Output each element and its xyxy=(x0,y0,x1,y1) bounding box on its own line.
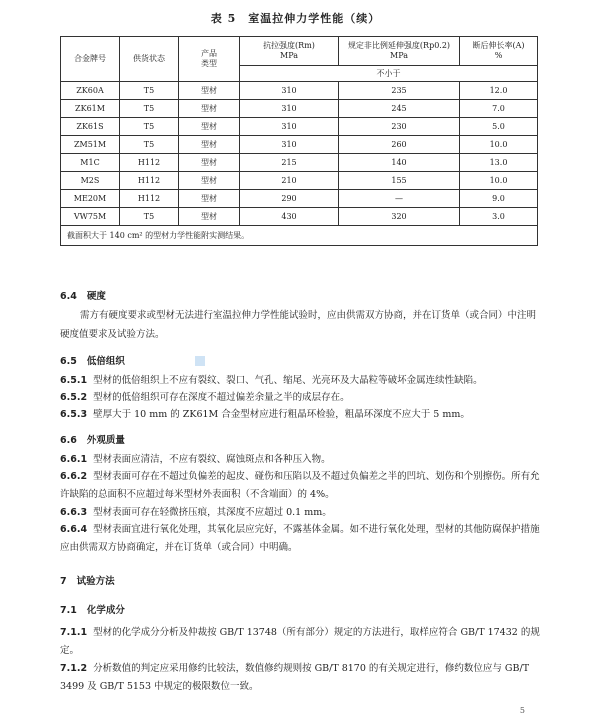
table-cell-rp: 140 xyxy=(339,154,460,172)
table-cell-rm: 310 xyxy=(240,82,339,100)
table-cell-state: T5 xyxy=(120,100,179,118)
table-cell-rp: 260 xyxy=(339,136,460,154)
section-6-4-paragraph: 需方有硬度要求或型材无法进行室温拉伸力学性能试验时，应由供需双方协商，并在订货单（或合同）中注明硬度值要求及试验方法。 xyxy=(60,310,537,340)
table-cell-rm: 310 xyxy=(240,118,339,136)
table-cell-alloy: VW75M xyxy=(61,208,120,226)
clause-6-5-2: 6.5.2 型材的低倍组织可存在深度不超过偏差余量之半的成层存在。 xyxy=(60,392,350,403)
table-cell-rp: 235 xyxy=(339,82,460,100)
table-cell-state: T5 xyxy=(120,208,179,226)
watermark-mark xyxy=(195,356,205,366)
header-elongation: 断后伸长率(A) % xyxy=(460,37,538,66)
table-cell-alloy: M2S xyxy=(61,172,120,190)
section-6-4-heading: 6.4 硬度 xyxy=(60,291,106,302)
table-cell-state: T5 xyxy=(120,118,179,136)
table-row xyxy=(61,118,538,136)
table-cell-state: T5 xyxy=(120,136,179,154)
table-cell-type: 型材 xyxy=(179,208,240,226)
table-cell-alloy: M1C xyxy=(61,154,120,172)
page-number: 5 xyxy=(519,706,525,715)
table-cell-type: 型材 xyxy=(179,136,240,154)
table-row xyxy=(61,100,538,118)
section-6-6-heading: 6.6 外观质量 xyxy=(60,435,125,446)
header-supply-state: 供货状态 xyxy=(120,37,179,82)
table-cell-rm: 290 xyxy=(240,190,339,208)
table-row xyxy=(61,190,538,208)
table-cell-rm: 310 xyxy=(240,100,339,118)
table-row xyxy=(61,82,538,100)
clause-6-6-3: 6.6.3 型材表面可存在轻微挤压痕，其深度不应超过 0.1 mm。 xyxy=(60,507,332,518)
table-cell-rp: 155 xyxy=(339,172,460,190)
header-alloy: 合金牌号 xyxy=(61,37,120,82)
table-cell-type: 型材 xyxy=(179,172,240,190)
table-cell-type: 型材 xyxy=(179,82,240,100)
table-cell-rp: 245 xyxy=(339,100,460,118)
table-caption: 表 5 室温拉伸力学性能（续） xyxy=(210,12,381,25)
table-cell-alloy: ME20M xyxy=(61,190,120,208)
table-row xyxy=(61,154,538,172)
table-cell-state: H112 xyxy=(120,172,179,190)
header-min-note: 不小于 xyxy=(240,66,538,82)
table-row xyxy=(61,172,538,190)
table-cell-type: 型材 xyxy=(179,100,240,118)
clause-6-6-4: 6.6.4 型材表面宜进行氧化处理，其氧化层应完好，不露基体金属。如不进行氧化处理，型材的其他防腐保护措施应由供需双方协商确定，并在订货单（或合同）中明确。 xyxy=(60,524,540,553)
table-cell-a: 13.0 xyxy=(460,154,538,172)
tensile-properties-table xyxy=(60,36,538,246)
table-cell-rp: 230 xyxy=(339,118,460,136)
clause-6-6-2: 6.6.2 型材表面可存在不超过负偏差的起皮、碰伤和压陷以及不超过负偏差之半的凹坑、划伤和个别擦伤。所有允许缺陷的总面积不应超过每米型材外表面积（不含端面）的 4%。 xyxy=(60,471,540,500)
clause-7-1-1: 7.1.1 型材的化学成分分析及仲裁按 GB/T 13748（所有部分）规定的方法进行，取样应符合 GB/T 17432 的规定。 xyxy=(60,627,540,656)
table-cell-alloy: ZK61M xyxy=(61,100,120,118)
clause-7-1-2: 7.1.2 分析数值的判定应采用修约比较法，数值修约规则按 GB/T 8170 的有关规定进行，修约数位应与 GB/T 3499 及 GB/T 5153 中规定的极限数位一致。 xyxy=(60,663,530,692)
table-row xyxy=(61,136,538,154)
clause-6-5-1: 6.5.1 型材的低倍组织上不应有裂纹、裂口、气孔、缩尾、光亮环及大晶粒等破坏金属连续性缺陷。 xyxy=(60,375,483,386)
table-cell-alloy: ZK60A xyxy=(61,82,120,100)
table-cell-rm: 430 xyxy=(240,208,339,226)
table-cell-rp: 320 xyxy=(339,208,460,226)
table-cell-a: 10.0 xyxy=(460,172,538,190)
section-7-heading: 7 试验方法 xyxy=(60,576,115,587)
table-cell-rm: 215 xyxy=(240,154,339,172)
header-product-type: 产品 类型 xyxy=(179,37,240,82)
header-tensile: 抗拉强度(Rm) MPa xyxy=(240,37,339,66)
table-cell-state: T5 xyxy=(120,82,179,100)
section-7-1-heading: 7.1 化学成分 xyxy=(60,605,125,616)
table-cell-rm: 210 xyxy=(240,172,339,190)
table-footnote: 截面积大于 140 cm² 的型材力学性能附实测结果。 xyxy=(61,226,538,246)
clause-6-5-3: 6.5.3 壁厚大于 10 mm 的 ZK61M 合金型材应进行粗晶环检验，粗晶环深度不应大于 5 mm。 xyxy=(60,409,470,420)
table-cell-a: 10.0 xyxy=(460,136,538,154)
table-cell-type: 型材 xyxy=(179,118,240,136)
table-cell-a: 12.0 xyxy=(460,82,538,100)
table-cell-a: 9.0 xyxy=(460,190,538,208)
table-cell-type: 型材 xyxy=(179,154,240,172)
table-cell-a: 7.0 xyxy=(460,100,538,118)
table-cell-alloy: ZK61S xyxy=(61,118,120,136)
header-yield: 规定非比例延伸强度(Rp0.2) MPa xyxy=(339,37,460,66)
table-cell-a: 5.0 xyxy=(460,118,538,136)
clause-6-6-1: 6.6.1 型材表面应清洁，不应有裂纹、腐蚀斑点和各种压入物。 xyxy=(60,454,331,465)
section-6-5-heading: 6.5 低倍组织 xyxy=(60,356,125,367)
table-cell-alloy: ZM51M xyxy=(61,136,120,154)
table-cell-type: 型材 xyxy=(179,190,240,208)
table-cell-rm: 310 xyxy=(240,136,339,154)
table-row xyxy=(61,208,538,226)
table-cell-a: 3.0 xyxy=(460,208,538,226)
table-cell-state: H112 xyxy=(120,154,179,172)
table-cell-state: H112 xyxy=(120,190,179,208)
table-cell-rp: — xyxy=(339,190,460,208)
